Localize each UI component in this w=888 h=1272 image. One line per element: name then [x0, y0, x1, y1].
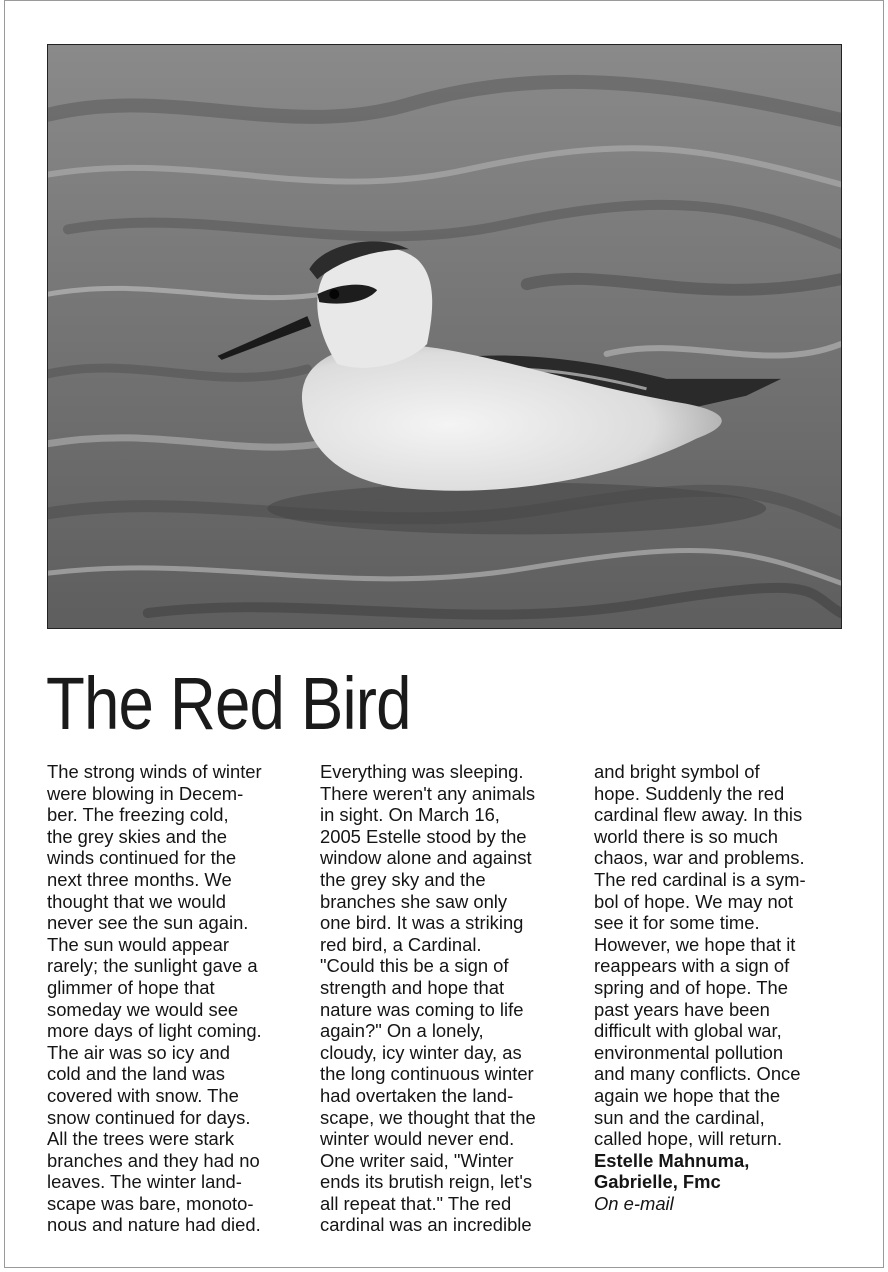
text-line: difficult with global war, [594, 1020, 782, 1042]
text-line: red bird, a Cardinal. [320, 933, 482, 955]
text-line: called hope, will return. [594, 1128, 783, 1150]
text-line: never see the sun again. [47, 912, 249, 934]
text-line: see it for some time. [594, 912, 760, 934]
text-line: winds continued for the [47, 847, 237, 869]
text-line: thought that we would [47, 890, 226, 912]
text-line: the long continuous winter [320, 1063, 534, 1085]
article-column-1 [47, 761, 299, 1236]
text-line: in sight. On March 16, [320, 804, 500, 826]
text-line: chaos, war and problems. [594, 847, 805, 869]
text-line: had overtaken the land- [320, 1084, 514, 1106]
text-line: more days of light coming. [47, 1020, 262, 1042]
text-line: cardinal flew away. In this [594, 804, 803, 826]
author-name: Gabrielle, Fmc [594, 1171, 721, 1193]
text-line: were blowing in Decem- [47, 782, 244, 804]
text-line: and bright symbol of [594, 761, 760, 782]
text-line: All the trees were stark [47, 1128, 235, 1150]
text-line: covered with snow. The [47, 1084, 239, 1106]
author-source: On e-mail [594, 1192, 674, 1214]
text-line: winter would never end. [320, 1128, 515, 1150]
bird-photo [47, 44, 842, 629]
text-line: and many conflicts. Once [594, 1063, 801, 1085]
article-column-3 [594, 761, 846, 1214]
text-line: ends its brutish reign, let's [320, 1171, 533, 1193]
text-line: The air was so icy and [47, 1041, 230, 1063]
text-line: someday we would see [47, 998, 239, 1020]
text-line: cardinal was an incredible [320, 1214, 532, 1236]
text-line: window alone and against [320, 847, 532, 869]
author-name: Estelle Mahnuma, [594, 1149, 750, 1171]
text-line: glimmer of hope that [47, 976, 215, 998]
text-line: past years have been [594, 998, 770, 1020]
text-line: the grey skies and the [47, 825, 227, 847]
text-line: next three months. We [47, 868, 232, 890]
text-line: strength and hope that [320, 976, 505, 998]
text-line: sun and the cardinal, [594, 1106, 765, 1128]
text-line: rarely; the sunlight gave a [47, 955, 258, 977]
text-line: spring and of hope. The [594, 976, 788, 998]
text-line: scape, we thought that the [320, 1106, 536, 1128]
text-line: cloudy, icy winter day, as [320, 1041, 522, 1063]
text-line: 2005 Estelle stood by the [320, 825, 527, 847]
text-line: The strong winds of winter [47, 761, 262, 782]
text-line: "Could this be a sign of [320, 955, 509, 977]
text-line: one bird. It was a striking [320, 912, 524, 934]
article-headline: The Red Bird [46, 662, 411, 745]
text-line: branches and they had no [47, 1149, 260, 1171]
text-line: nature was coming to life [320, 998, 524, 1020]
text-line: The sun would appear [47, 933, 229, 955]
text-line: environmental pollution [594, 1041, 784, 1063]
text-line: Everything was sleeping. [320, 761, 524, 782]
text-line: world there is so much [594, 825, 778, 847]
text-line: nous and nature had died. [47, 1214, 261, 1236]
text-line: hope. Suddenly the red [594, 782, 785, 804]
text-line: The red cardinal is a sym- [594, 868, 806, 890]
text-line: again?" On a lonely, [320, 1020, 484, 1042]
text-line: branches she saw only [320, 890, 508, 912]
text-line: However, we hope that it [594, 933, 796, 955]
text-line: snow continued for days. [47, 1106, 251, 1128]
text-line: cold and the land was [47, 1063, 225, 1085]
text-line: scape was bare, monoto- [47, 1192, 254, 1214]
text-line: again we hope that the [594, 1084, 781, 1106]
text-line: leaves. The winter land- [47, 1171, 242, 1193]
text-line: the grey sky and the [320, 868, 486, 890]
text-line: reappears with a sign of [594, 955, 790, 977]
text-line: There weren't any animals [320, 782, 536, 804]
text-line: One writer said, "Winter [320, 1149, 514, 1171]
text-line: ber. The freezing cold, [47, 804, 229, 826]
text-line: bol of hope. We may not [594, 890, 794, 912]
text-line: all repeat that." The red [320, 1192, 512, 1214]
article-column-2 [320, 761, 572, 1236]
